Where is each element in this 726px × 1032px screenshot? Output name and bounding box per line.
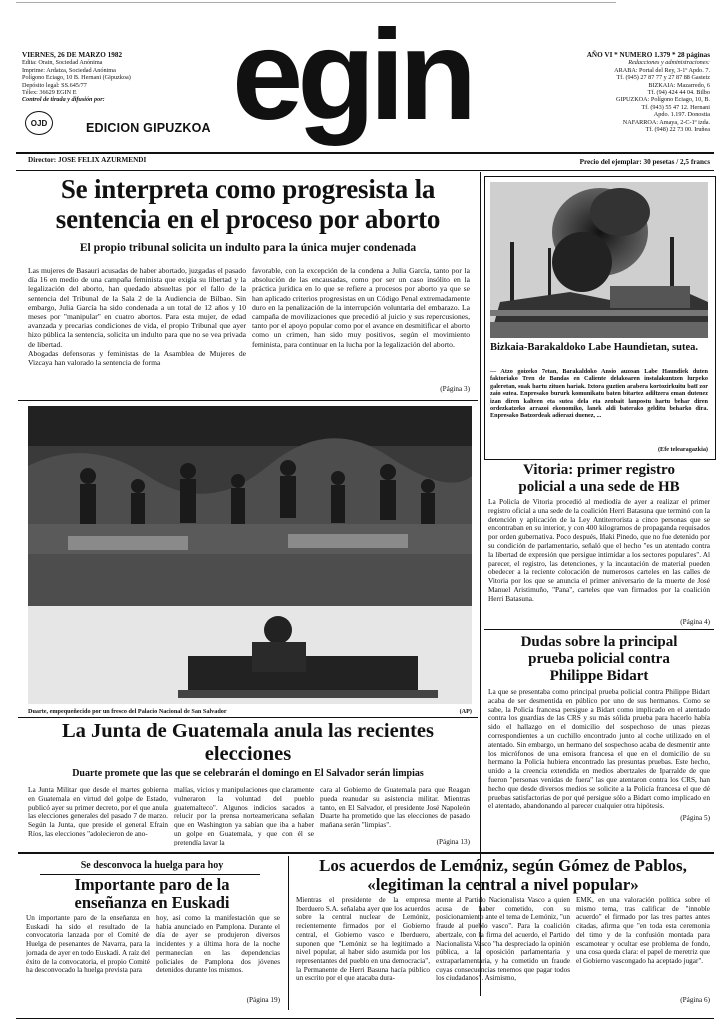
office-line: ARABA: Portal del Rey, 3-1º Apdo. 7.: [614, 66, 710, 74]
guatemala-headline-line: La Junta de Guatemala anula las recientes: [61, 720, 435, 742]
bottom-section-rule: [18, 852, 714, 854]
lead-subhead: El propio tribunal solicita un indulto para la única mujer condenada: [79, 242, 417, 254]
guatemala-column-1: La Junta Militar que desde el martes gobierna en Guatemala en virtud del golpe de Estado, publicó ayer su primer decreto, por el que anula las elecciones generales del pasado 7 de marzo. Según la Junta, que preside el general Efraín Ríos, las elecciones "adolecieron de ano-: [28, 786, 168, 838]
page-bottom-rule: [16, 1018, 714, 1019]
lead-headline: [18, 174, 478, 234]
lemoniz-headline-line: «legitiman la central a nivel popular»: [367, 875, 639, 894]
imprint-line: Depósito legal: SS.645/77: [22, 81, 87, 89]
huelga-kicker: Se desconvoca la huelga para hoy: [80, 860, 224, 871]
office-line: Tf. (94) 424 44 04. Bilbo: [647, 89, 710, 97]
ojd-seal: [25, 111, 53, 135]
lead-headline-line: sentencia en el proceso por aborto: [55, 204, 441, 234]
office-line: Tf. (945) 27 87 77 y 27 87 88 Gasteiz: [616, 74, 710, 82]
lemoniz-column-3: EMK, en una valoración política sobre el mismo tema, tras calificar de "innoble acuerdo" el firmado por las tres partes antes citadas, afirma que "en toda esta ceremonia del timo y de la confusión montada para escamotear y ocultar ese problema de fondo, una cosa queda clara: el papel de meretriz que el Gobierno vascongado ha aceptado jugar".: [576, 896, 710, 965]
huelga-headline-line: Importante paro de la: [74, 875, 230, 894]
guatemala-column-2: malías, vicios y manipulaciones que claramente vulneraron la voluntad del pueblo guatemalteco". Algunos indicios sacados a relucir por la prensa norteamericana señalan que en Washington ya sabían que iba a haber un golpe en Guatemala, y que con él se pretendía lavar la: [174, 786, 314, 846]
masthead-rule: [16, 152, 714, 154]
imprint-line: Imprime: Ardatza, Sociedad Anónima: [22, 66, 116, 74]
price-line: Precio del ejemplar: 30 pesetas / 2,5 francs: [579, 158, 710, 166]
bizkaia-credit: (Efe telearagazkia): [658, 446, 708, 453]
vitoria-headline-line: Vitoria: primer registro: [523, 462, 675, 478]
duarte-photo: [28, 406, 472, 704]
vitoria-page-ref: (Página 4): [680, 618, 710, 626]
bidart-headline: [486, 634, 712, 685]
lead-page-ref: (Página 3): [440, 385, 470, 393]
huelga-page-ref: (Página 19): [246, 996, 280, 1004]
offices-header: Redacciones y administraciones:: [628, 59, 710, 67]
imprint-line: Edita: Orain, Sociedad Anónima: [22, 59, 103, 67]
guatemala-page-ref: (Página 13): [436, 838, 470, 846]
lead-headline-line: Se interpreta como progresista la: [60, 174, 436, 204]
photo-bottom-rule: [18, 717, 478, 718]
bidart-headline-line: prueba policial contra: [528, 651, 670, 667]
bizkaia-caption-text: — Atzo goizeko 7etan, Barakaldoko Ansio auzoan Labe Haundiek duten faktoriako Tren de Bandas en Caliente delakoaren instalakuntzen lurpeko galeretan, suak hartu zituen hariak. Ixtora guztien arabera kortozirkuitu batī zor zaio sutea. Enpresako bururk komunikatu baten bitartez adiltzera eman dutenez izan diren kalteen eta sutea dela eta zenbait lanpostu hartu behar diren ordezkatzeko arrazoi ekonomiko, lanek aldi baterako gelditu beharko dira. Enpresako Batzordeak adierazi duenez, ...: [490, 368, 708, 420]
bidart-headline-line: Philippe Bidart: [549, 668, 649, 684]
huelga-headline-line: enseñanza en Euskadi: [74, 893, 230, 912]
bidart-headline-line: Dudas sobre la principal: [520, 634, 678, 650]
egin-logo: egin: [232, 4, 472, 147]
vitoria-headline-line: policial a una sede de HB: [518, 479, 680, 495]
imprint-line: Télex: 36629 EGIN E: [22, 89, 77, 97]
office-line: Tf. (948) 22 73 00. Iruñea: [645, 126, 710, 134]
edition-label: EDICION GIPUZKOA: [86, 121, 211, 135]
bidart-page-ref: (Página 5): [680, 814, 710, 822]
lemoniz-column-1: Mientras el presidente de la empresa Iberduero S.A. señalaba ayer que los acuerdos sobre la central nuclear de Lemóniz, recientemente firmados por el Gobierno central, el Gobierno vasco e Iberduero, suponen que "Lemóniz se ha legitimado a nivel popular, al haber sido asumida por los representantes del pueblo en una democracia", la Permanente de Herri Basuna hacía público un escrito por el que atacaba dura-: [296, 896, 430, 983]
huelga-column-2: hoy, así como la manifestación que se había anunciado en Pamplona. Durante el día de ayer se produjeron diversos incidentes y a última hora de la noche permanecían en las dependencias policiales de Pamplona dos jóvenes detenidos durante los mismos.: [156, 914, 280, 975]
photo-credit: (AP): [459, 708, 472, 715]
guatemala-headline-line: elecciones: [204, 743, 292, 765]
lead-column-2: favorable, con la excepción de la condena a Julia García, tanto por la absolución de las encausadas, como por ser un caso insólito en la práctica jurídica en lo que se refiere a procesos por aborto ya que se han aplicado criterios progresistas en un Código Penal extremadamente duro en la penalización de la interrupción voluntaria del embarazo. La campaña de movilizaciones que precedió al juicio y sus repercusiones, tanto por el apoyo popular como por el avance en desmitificar el aborto como un crimen, han sido muy positivos, según el movimiento feminista, para continuar en la lucha por la legalización del aborto.: [252, 266, 470, 349]
duarte-photo-image: [28, 406, 472, 704]
lemoniz-column-2: mente al Partido Nacionalista Vasco a quien acusa de haber cometido, con su posicionamiento ante el tema de Lemóniz, "un fraude al pueblo vasco". Para la coalición abertzale, con la firma del acuerdo, el Partido Nacionalista Vasco "ha despreciado la opinión pública, a la oposición parlamentaria y extraparlamentaria, y ha cometido un fraude cuyas consecuencias tenemos que pagar todos los ciudadanos". Asimismo,: [436, 896, 570, 983]
top-edge-line: [16, 2, 616, 3]
issue-date: VIERNES, 26 DE MARZO 1982: [22, 51, 123, 59]
lemoniz-headline-line: Los acuerdos de Lemóniz, según Gómez de Pablos,: [319, 856, 687, 875]
bizkaia-caption-title: Bizkaia-Barakaldoko Labe Haundietan, sutea.: [490, 342, 698, 353]
office-line: Apdo. 1.197. Donostia: [653, 111, 710, 119]
huelga-headline: [22, 876, 282, 912]
fire-photo-image: [490, 182, 708, 338]
offices-block: [530, 52, 710, 133]
ojd-label: OJD: [30, 118, 48, 128]
vitoria-headline: [486, 462, 712, 496]
office-line: GIPUZKOA: Polígono Eciago, 10, B.: [615, 96, 710, 104]
masthead-rule-bottom: [16, 170, 714, 171]
fire-photo: [490, 182, 708, 338]
huelga-column-1: Un importante paro de la enseñanza en Euskadi ha sido el resultado de la convocatoria lanzada por el Comité de Huelga de pesenantes de Navarra, para la jornada de ayer en todo Euskadi. A raíz del éxito de la convocatoria, el propio Comité ha desconvocado la huelga prevista para: [26, 914, 150, 975]
guatemala-headline: [18, 720, 478, 766]
bidart-text: La que se presentaba como principal prueba policial contra Philippe Bidart acaba de ser desmentida en público por uno de sus hermanos. Como se sabe, la Policía francesa persigue a Bidart como implicado en el atentado contra los guardias de las CRS y su más sólida prueba para hacerlo había sido el hallazgo en el domicilio del sospechoso de unas piezas correspondientes a un cuchillo encontrado junto al coche utilizado en el atentado. Sin embargo, un hermano del sospechoso acaba de desmentir ante los micrófonos de una emisora francesa el que en el domicilio de su hermano la Policía hubiera encontrado las presuntas pruebas. Este hecho, unido a la creencia extendida en medios abertzales de Iparralde de que fueron "personas venidas de fuera" las que atentaron contra los CRS, han hecho que desde diversos medios se solicite a la Policía francesa el que dé pruebas satisfactorias de por qué persigue sólo a Bidart como implicado en el atentado, abandonando al parecer cualquier otra hipótesis.: [488, 688, 710, 811]
lead-column-1: Las mujeres de Basauri acusadas de haber abortado, juzgadas el pasado día 16 en medio de una campaña feminista que exigía su libertad y la legalización del aborto, han quedado absueltas por el fallo de la sentencia del Tribunal de la Sala 2 de la Audiencia de Bilbao. Sin embargo, Julia García ha sido condenada a un total de 12 años y 10 meses por "manipular" en cuatro abortos. Para esta mujer, de edad avanzada y precarias condiciones de vida, el propio Tribunal que ayer hizo pública la sentencia, solicita un indulto para que no se vea privada de libertad. Abogadas defensoras y feministas de la Asamblea de Mujeres de Vizcaya han valorado la sentencia de forma: [28, 266, 246, 368]
photo-caption: Duarte, empequeñecido por un fresco del Palacio Nacional de San Salvador: [28, 708, 227, 715]
imprint-line: Polígono Eciago, 10 B. Hernani (Gipuzkoa): [22, 74, 131, 82]
guatemala-column-3: cara al Gobierno de Guatemala para que Reagan pueda reanudar su asistencia militar. Mientras tanto, en El Salvador, el presidente José Napoleón Duarte ha prometido que las elecciones de pasado mañana serán "limpias".: [320, 786, 470, 830]
lemoniz-headline: [292, 856, 714, 894]
imprint-line: Control de tirada y difusión por:: [22, 96, 105, 104]
office-line: NAFARROA: Amaya, 2-C-1º izda.: [622, 118, 710, 126]
imprint-block: [22, 52, 172, 104]
office-line: BIZKAIA: Mazarredo, 6: [648, 81, 710, 89]
guatemala-subhead: Duarte promete que las que se celebrarán el domingo en El Salvador serán limpias: [72, 768, 424, 779]
photo-top-rule: [18, 400, 478, 401]
vitoria-rule: [484, 629, 714, 630]
director-line: Director: JOSE FELIX AZURMENDI: [28, 156, 147, 164]
office-line: Tf. (943) 55 47 12. Hernani: [641, 103, 710, 111]
lemoniz-page-ref: (Página 6): [680, 996, 710, 1004]
vitoria-text: La Policía de Vitoria procedió al mediodía de ayer a realizar el primer registro oficial a una sede de la coalición Herri Batasuna que terminó con la detención y aplicación de la Ley Antiterrorista a cinco personas que se encontraban en su interior, y con 400 kilogramos de propaganda requisados por orden gubernativa. Poco después, Iñaki Pinedo, que no fue detenido por su condición de parlamentario, señaló que el hecho "es un atentado contra la libertad de expresión que persigue intimidar a los sectores populares". Al parecer, el registro, las detenciones, y la incautación de material pueden obedecer a la reciente colocación de numerosos carteles en las calles de Vitoria por los que se anuncia el primer aniversario de la muerte de José Manuel Aristimuño, "Pana", carteles que van firmados por la coalición Herri Batasuna.: [488, 498, 710, 603]
year-number: AÑO VI * NUMERO 1.379 * 28 páginas: [586, 51, 710, 59]
